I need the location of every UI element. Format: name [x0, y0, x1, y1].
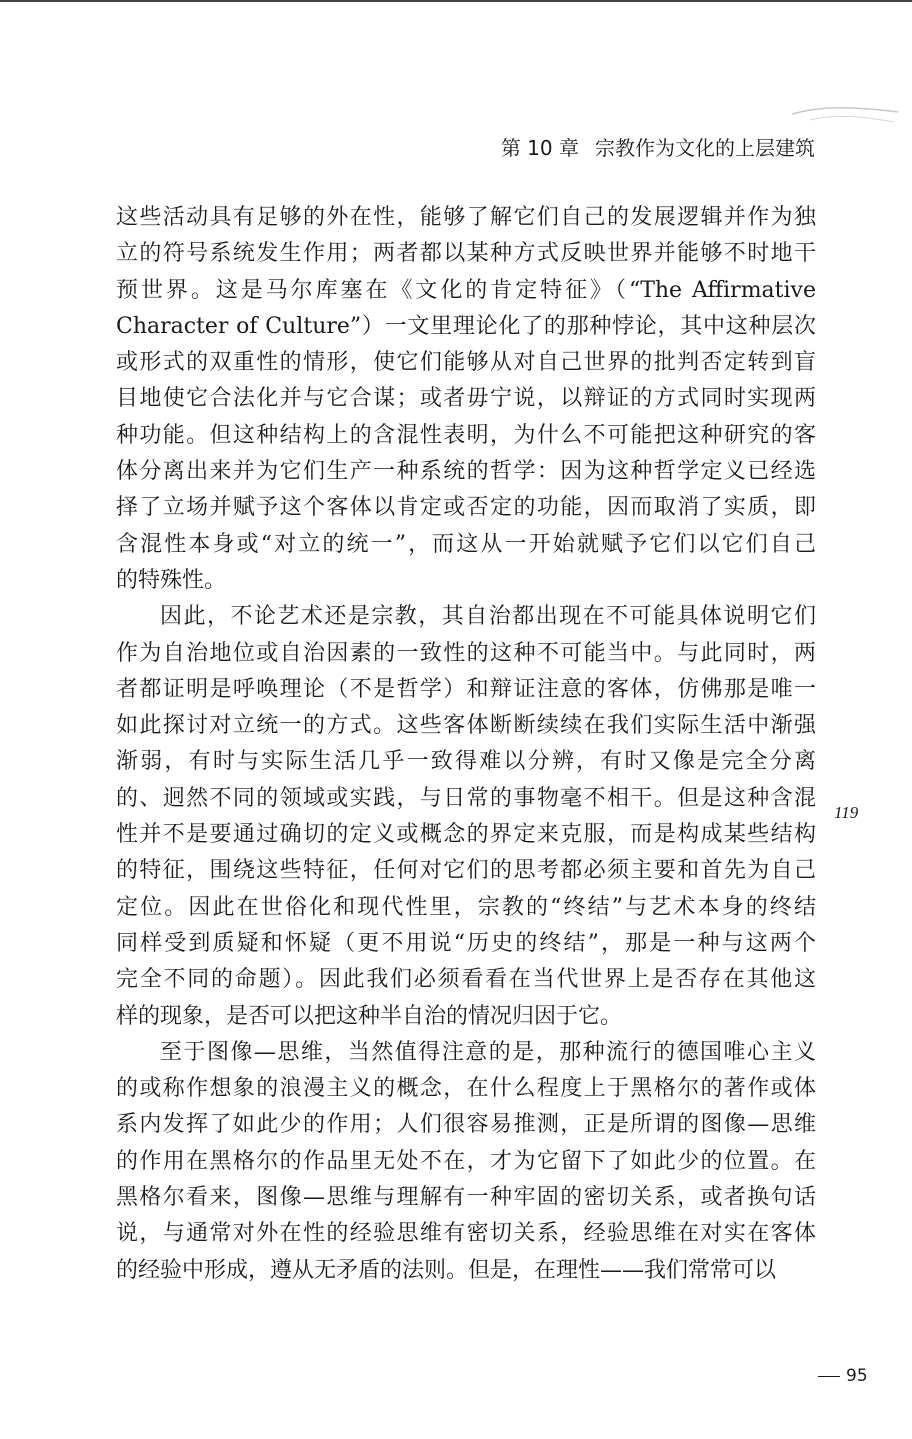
text-line: 的特征，围绕这些特征，任何对它们的思考都必须主要和首先为自己 [116, 858, 816, 884]
text-line: 或形式的双重性的情形，使它们能够从对自己世界的批判否定转到盲 [116, 350, 816, 376]
text-line: 体分离出来并为它们生产一种系统的哲学：因为这种哲学定义已经选 [116, 459, 816, 485]
text-line: 立的符号系统发生作用；两者都以某种方式反映世界并能够不时地干 [116, 241, 816, 267]
text-line: 同样受到质疑和怀疑（更不用说“历史的终结”，那是一种与这两个 [116, 930, 816, 956]
folio-number: 95 [846, 1366, 868, 1386]
folio-dash [818, 1376, 840, 1377]
text-line: 说，与通常对外在性的经验思维有密切关系，经验思维在对实在客体 [116, 1221, 816, 1247]
text-line: 的、迥然不同的领域或实践，与日常的事物毫不相干。但是这种含混 [116, 785, 816, 811]
paragraph [116, 200, 816, 599]
text-line: 预世界。这是马尔库塞在《文化的肯定特征》（“The Affirmative [116, 277, 816, 303]
text-line: 性并不是要通过确切的定义或概念的界定来克服，而是构成某些结构 [116, 822, 816, 848]
text-line: 因此，不论艺术还是宗教，其自治都出现在不可能具体说明它们 [160, 604, 816, 630]
text-line: 这些活动具有足够的外在性，能够了解它们自己的发展逻辑并作为独 [116, 205, 816, 230]
text-line: Character of Culture”）一文里理论化了的那种悖论，其中这种层次 [116, 313, 816, 339]
text-line: 种功能。但这种结构上的含混性表明，为什么不可能把这种研究的客 [116, 422, 816, 448]
running-header [470, 132, 815, 161]
text-line: 的或称作想象的浪漫主义的概念，在什么程度上于黑格尔的著作或体 [116, 1076, 816, 1102]
text-line: 含混性本身或“对立的统一”，而这从一开始就赋予它们以它们自己 [116, 531, 816, 557]
body-text [116, 200, 816, 1289]
text-line: 的作用在黑格尔的作品里无处不在，才为它留下了如此少的位置。在 [116, 1148, 816, 1174]
chapter-title: 宗教作为文化的上层建筑 [595, 136, 815, 160]
text-line: 者都证明是呼唤理论（不是哲学）和辩证注意的客体，仿佛那是唯一 [116, 676, 816, 702]
folio-page-number [818, 1366, 868, 1386]
text-line: 样的现象，是否可以把这种半自治的情况归因于它。 [116, 1003, 623, 1029]
paragraph [116, 599, 816, 1035]
text-line: 择了立场并赋予这个客体以肯定或否定的功能，因而取消了实质，即 [116, 495, 816, 521]
text-line: 作为自治地位或自治因素的一致性的这种不可能当中。与此同时，两 [116, 640, 816, 666]
text-line: 目地使它合法化并与它合谋；或者毋宁说，以辩证的方式同时实现两 [116, 386, 816, 412]
text-line: 如此探讨对立统一的方式。这些客体断断续续在我们实际生活中渐强 [116, 713, 816, 739]
text-line: 定位。因此在世俗化和现代性里，宗教的“终结”与艺术本身的终结 [116, 894, 816, 920]
paragraph [116, 1035, 816, 1289]
top-border [0, 0, 912, 2]
scan-smudge [790, 104, 900, 126]
text-line: 至于图像—思维，当然值得注意的是，那种流行的德国唯心主义 [160, 1039, 816, 1065]
text-line: 的经验中形成，遵从无矛盾的法则。但是，在理性——我们常常可以 [116, 1257, 777, 1283]
text-line: 完全不同的命题）。因此我们必须看看在当代世界上是否存在其他这 [116, 967, 816, 993]
text-line: 渐弱，有时与实际生活几乎一致得难以分辨，有时又像是完全分离 [116, 749, 816, 775]
margin-page-number: 119 [834, 803, 859, 822]
text-line: 系内发挥了如此少的作用；人们很容易推测，正是所谓的图像—思维 [116, 1112, 816, 1138]
chapter-number: 第 10 章 [500, 136, 579, 160]
text-line: 的特殊性。 [116, 567, 227, 593]
text-line: 黑格尔看来，图像—思维与理解有一种牢固的密切关系，或者换句话 [116, 1185, 816, 1211]
